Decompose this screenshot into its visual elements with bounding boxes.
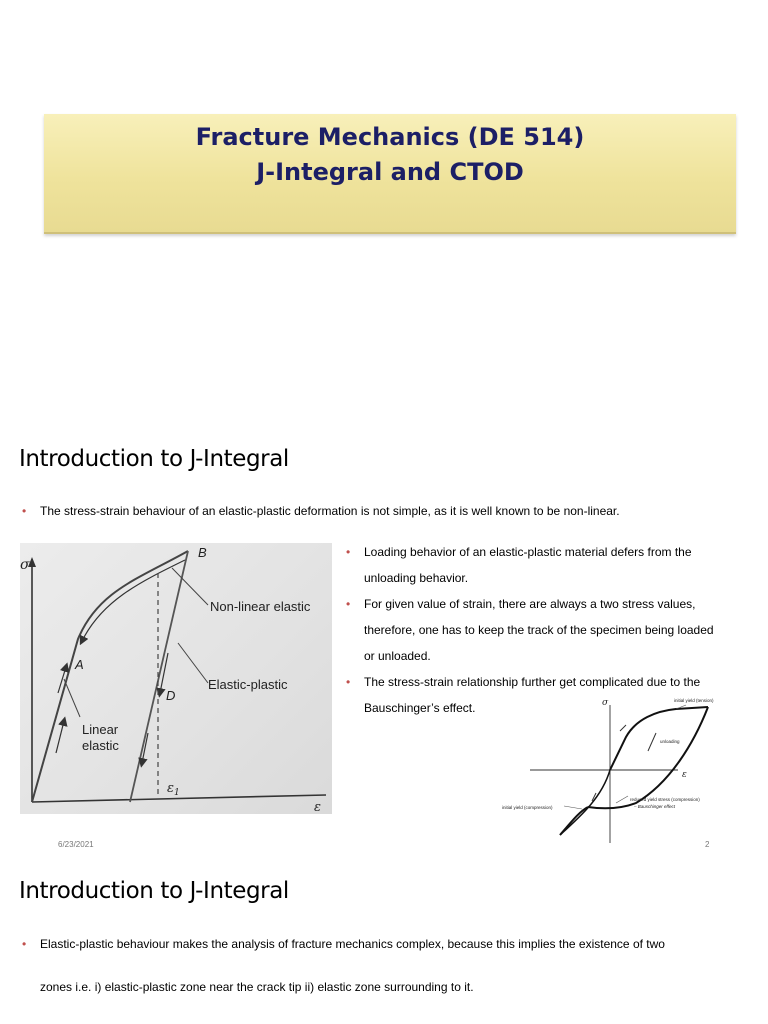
eps1-label: $\varepsilon_1$ [167,781,180,798]
bullet-text: therefore, one has to keep the track of the specimen being loaded [364,623,714,637]
epsilon-axis-label: ε [314,800,321,814]
title-slide [0,0,768,410]
bullet-dot: • [346,675,351,689]
course-title: Fracture Mechanics (DE 514) [195,123,585,151]
initial-yield-compression-label: initial yield (compression) [502,805,553,810]
point-d-label: D [166,688,176,703]
linear-label: Linear [82,722,119,737]
bullet-text: unloading behavior. [364,571,469,585]
bullet-text: Bauschinger’s effect. [364,701,476,715]
bullet-text-line1: Elastic-plastic behaviour makes the analysis of fracture mechanics complex, because this implies the existence of two [40,937,665,951]
bauschinger-figure [498,693,738,843]
bullet-text: For given value of strain, there are always a two stress values, [364,597,696,611]
unloading-label: unloading [660,739,680,744]
bullet-dot: • [346,597,351,611]
bullet-text: Loading behavior of an elastic-plastic material defers from the [364,545,692,559]
loading-curve [32,551,188,802]
title-box [44,114,736,234]
unloading-line [130,551,188,802]
bullet-text: or unloaded. [364,649,431,663]
slide2-heading: Introduction to J-Integral [19,446,289,472]
elastic-plastic-label: Elastic-plastic [208,677,288,692]
sigma-label: σ [20,557,30,573]
reduced-yield-label: reduced yield stress (compression) [630,797,700,802]
hyst-eps-label: ε [682,770,687,780]
bullet-text: The stress-strain behaviour of an elastic-plastic deformation is not simple, as it is well known to be non-linear. [40,504,620,518]
slide3-heading: Introduction to J-Integral [19,878,289,904]
bullet-dot: • [22,504,27,518]
point-a-label: A [75,657,84,672]
footer-date: 6/23/2021 [58,840,94,849]
footer-page-number: 2 [705,840,710,849]
bauschinger-effect-label: – Bauschinger effect [634,804,676,809]
stress-strain-figure [20,543,332,814]
point-b-label: B [198,545,207,560]
unloading-curve [588,707,708,808]
hyst-sigma-label: σ [602,698,609,708]
bullet-text: The stress-strain relationship further get complicated due to the [364,675,701,689]
elastic-label: elastic [82,738,119,753]
bullet-text-line2: zones i.e. i) elastic-plastic zone near the crack tip ii) elastic zone surrounding to it. [40,980,474,994]
bullet-dot: • [22,937,27,951]
non-linear-elastic-label: Non-linear elastic [210,599,311,614]
stress-strain-diagram [20,543,332,814]
initial-yield-tension-label: initial yield (tension) [674,698,714,703]
lecture-title: J-Integral and CTOD [256,158,524,186]
bullet-dot: • [346,545,351,559]
bauschinger-diagram [498,693,738,843]
